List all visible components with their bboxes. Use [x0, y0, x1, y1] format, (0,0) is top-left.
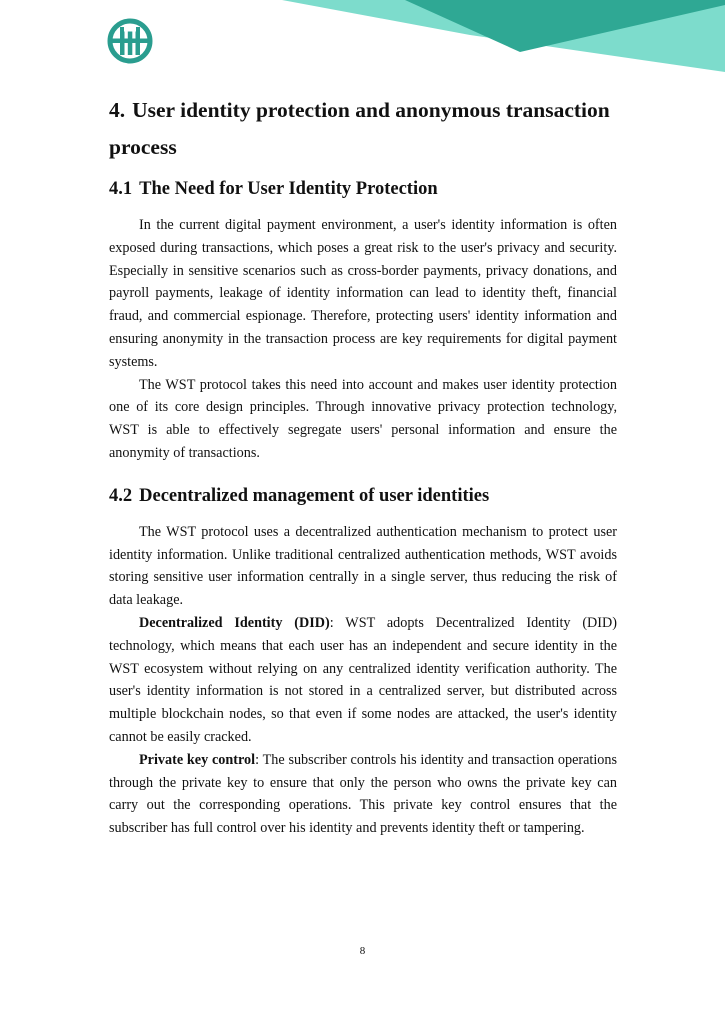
section-4-2-title: Decentralized management of user identities [139, 485, 490, 506]
section-4-1-number: 4.1 [109, 179, 133, 199]
section-4-number: 4. [109, 98, 126, 122]
section-4-2-paragraph-3 [109, 749, 617, 840]
did-term: Decentralized Identity (DID) [139, 614, 330, 631]
did-description: : WST adopts Decentralized Identity (DID) technology, which means that each user has an independent and secure identity in the WST ecosystem without relying on any centralized identity verification authority. The user's identity information is not stored in a centralized server, but distributed across multiple blockchain nodes, so that even if some nodes are attacked, the user's identity cannot be easily cracked. [109, 614, 617, 745]
section-4-1-paragraph-1: In the current digital payment environment, a user's identity information is often exposed during transactions, which poses a great risk to the user's privacy and security. Especially in sensitive scenarios such as cross-border payments, privacy donations, and payroll payments, leakage of identity information can lead to identity theft, financial fraud, and commercial espionage. Therefore, protecting users' identity information and ensuring anonymity in the transaction process are key requirements for digital payment systems. [109, 217, 617, 370]
section-4-1-heading [109, 177, 617, 201]
section-4-2-paragraph-2 [109, 612, 617, 749]
page-body [109, 92, 617, 840]
section-4-title: User identity protection and anonymous transaction process [109, 98, 610, 159]
private-key-term: Private key control [139, 751, 256, 768]
section-4-1-title: The Need for User Identity Protection [139, 179, 438, 199]
page-number: 8 [359, 945, 366, 957]
section-4-1-paragraph-2: The WST protocol takes this need into account and makes user identity protection one of its core design principles. Through innovative privacy protection technology, WST is able to effectively segregate users' personal information and ensure the anonymity of transactions. [109, 376, 617, 461]
section-4-heading [109, 92, 617, 166]
section-4-2-number: 4.2 [109, 485, 133, 506]
GTC-logo-icon [106, 17, 154, 65]
private-key-description: : The subscriber controls his identity and transaction operations through the private key to ensure that only the person who owns the private key can carry out the corresponding operations. This private key control ensures that the subscriber has full control over his identity and prevents identity theft or tampering. [109, 751, 617, 837]
section-4-2-paragraph-1: The WST protocol uses a decentralized authentication mechanism to protect user identity information. Unlike traditional centralized authentication methods, WST avoids storing sensitive user information centrally in a single server, thus reducing the risk of data leakage. [109, 523, 617, 609]
section-4-2-heading [109, 484, 617, 508]
